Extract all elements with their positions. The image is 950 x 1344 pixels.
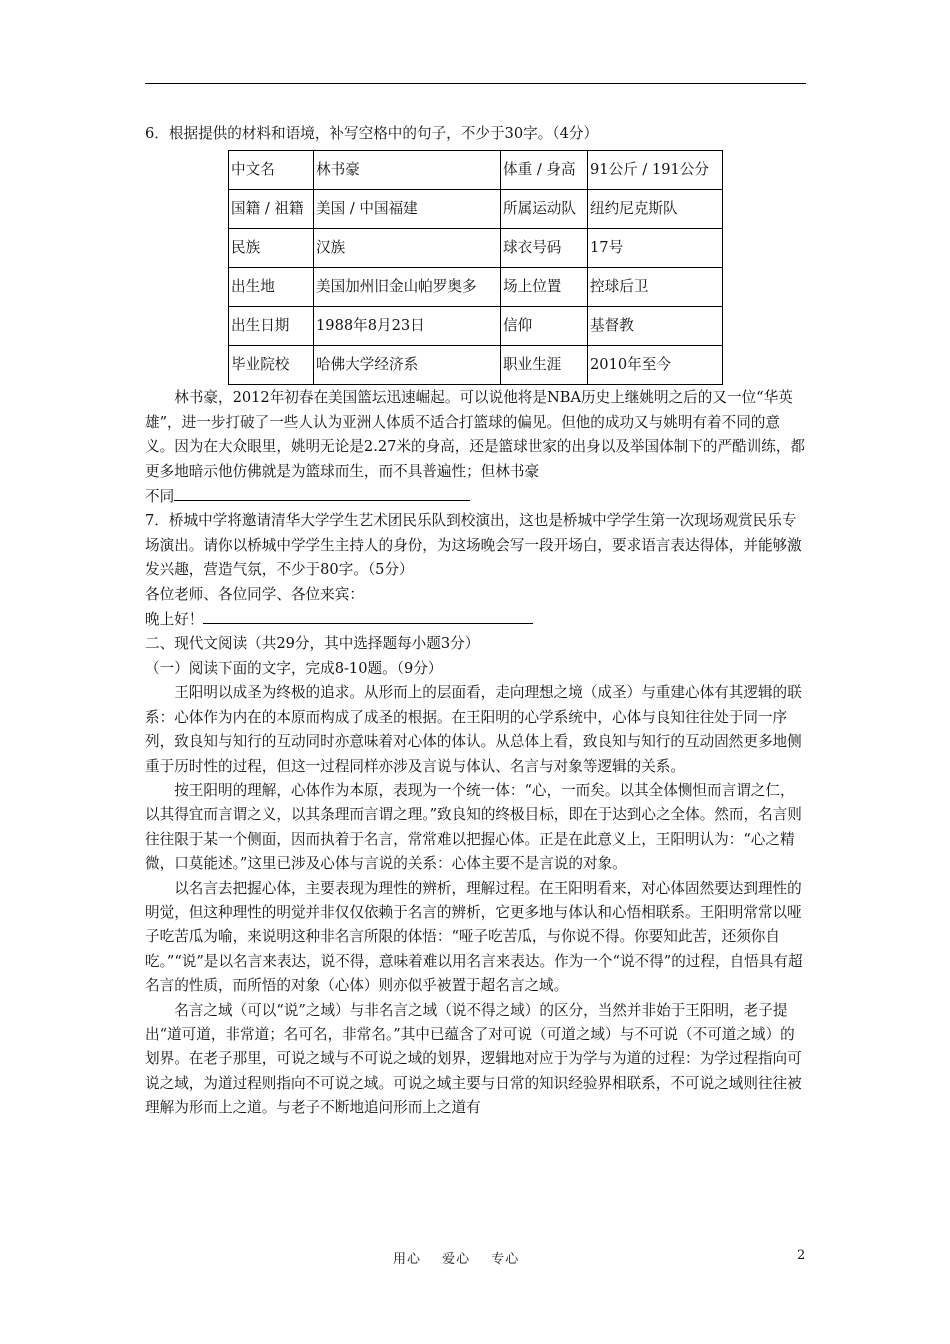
table-cell-field-label: 职业生涯 <box>501 346 588 385</box>
table-row <box>229 307 723 346</box>
answer-lead: 不同 <box>145 488 175 506</box>
table-cell-field-value: 汉族 <box>314 229 501 268</box>
reading-paragraph-4: 名言之域（可以“说”之域）与非名言之域（说不得之域）的区分，当然并非始于王阳明，老子提出“道可道，非常道；名可名，非常名。”其中已蕴含了对可说（可道之域）与不可说（不可道之域）的划界。在老子那里，可说之域与不可说之域的划界，逻辑地对应于为学与为道的过程：为学过程指向可说之域，为道过程则指向不可说之域。可说之域主要与日常的知识经验界相联系，不可说之域则往往被理解为形而上之道。与老子不断地追问形而上之道有 <box>145 1001 802 1117</box>
table-cell-field-label: 体重 / 身高 <box>501 151 588 190</box>
table-row <box>229 346 723 385</box>
table-row <box>229 190 723 229</box>
header-rule <box>145 83 806 84</box>
table-cell-field-label: 毕业院校 <box>229 346 314 385</box>
table-row <box>229 268 723 307</box>
table-cell-field-label: 所属运动队 <box>501 190 588 229</box>
greeting-line <box>145 607 806 632</box>
table-cell-field-label: 出生日期 <box>229 307 314 346</box>
table-cell-field-label: 球衣号码 <box>501 229 588 268</box>
section-heading: 二、现代文阅读（共29分，其中选择题每小题3分） <box>145 635 480 653</box>
table-cell-field-value: 美国 / 中国福建 <box>314 190 501 229</box>
table-cell-field-value: 1988年8月23日 <box>314 307 501 346</box>
table-cell-field-value: 2010年至今 <box>588 346 723 385</box>
table-cell-field-value: 17号 <box>588 229 723 268</box>
question-6-answer-line <box>145 484 806 509</box>
table-cell-field-label: 民族 <box>229 229 314 268</box>
table-cell-field-value: 基督教 <box>588 307 723 346</box>
answer-blank[interactable] <box>174 484 470 501</box>
footer-motto: 用心 爱心 专心 <box>393 1252 520 1267</box>
table-cell-field-value: 纽约尼克斯队 <box>588 190 723 229</box>
table-cell-field-value: 林书豪 <box>314 151 501 190</box>
question-6-passage: 林书豪，2012年初春在美国篮坛迅速崛起。可以说他将是NBA历史上继姚明之后的又一位“华英雄”，进一步打破了一些人认为亚洲人体质不适合打篮球的偏见。但他的成功又与姚明有着不同的意义。因为在大众眼里，姚明无论是2.27米的身高，还是篮球世家的出身以及举国体制下的严酷训练，都更多地暗示他仿佛就是为篮球而生，而不具普遍性；但林书豪 <box>145 389 806 480</box>
table-cell-field-label: 出生地 <box>229 268 314 307</box>
table-row <box>229 151 723 190</box>
reading-paragraph-2: 按王阳明的理解，心体作为本原，表现为一个统一体：“心，一而矣。以其全体恻怛而言谓之仁，以其得宜而言谓之义，以其条理而言谓之理。”致良知的终极目标，即在于达到心之全体。然而，名言则往往限于某一个侧面，因而执着于名言，常常难以把握心体。正是在此意义上，王阳明认为：“心之精微，口莫能述。”这里已涉及心体与言说的关系：心体主要不是言说的对象。 <box>145 781 802 873</box>
profile-table <box>228 150 723 385</box>
table-cell-field-value: 美国加州旧金山帕罗奥多 <box>314 268 501 307</box>
table-cell-field-value: 91公斤 / 191公分 <box>588 151 723 190</box>
table-cell-field-label: 场上位置 <box>501 268 588 307</box>
reading-paragraph-1: 王阳明以成圣为终极的追求。从形而上的层面看，走向理想之境（成圣）与重建心体有其逻辑的联系：心体作为内在的本原而构成了成圣的根据。在王阳明的心学系统中，心体与良知往往处于同一序列，致良知与知行的互动同时亦意味着对心体的体认。从总体上看，致良知与知行的互动固然更多地侧重于历时性的过程，但这一过程同样亦涉及言说与体认、名言与对象等逻辑的关系。 <box>145 684 802 775</box>
page-number: 2 <box>797 1248 806 1263</box>
table-row <box>229 229 723 268</box>
question-7-prompt: 7．桥城中学将邀请清华大学学生艺术团民乐队到校演出，这也是桥城中学学生第一次现场观赏民乐专场演出。请你以桥城中学学生主持人的身份，为这场晚会写一段开场白，要求语言表达得体，并能够激发兴趣，营造气氛，不少于80字。（5分） <box>145 512 802 579</box>
table-cell-field-label: 信仰 <box>501 307 588 346</box>
subsection-heading: （一）阅读下面的文字，完成8-10题。（9分） <box>145 659 443 677</box>
reading-paragraph-3: 以名言去把握心体，主要表现为理性的辨析，理解过程。在王阳明看来，对心体固然要达到理性的明觉，但这种理性的明觉并非仅仅依赖于名言的辨析，它更多地与体认和心悟相联系。王阳明常常以哑子吃苦瓜为喻，来说明这种非名言所限的体悟：“哑子吃苦瓜，与你说不得。你要知此苦，还须你自吃。”“说”是以名言来表达，说不得，意味着难以用名言来表达。作为一个“说不得”的过程，自悟具有超名言的性质，而所悟的对象（心体）则亦似乎被置于超名言之域。 <box>145 879 803 995</box>
greeting: 晚上好！ <box>145 611 204 629</box>
question-6-prompt: 6．根据提供的材料和语境，补写空格中的句子，不少于30字。（4分） <box>145 125 599 142</box>
table-cell-field-value: 哈佛大学经济系 <box>314 346 501 385</box>
page-content <box>145 122 806 1121</box>
salutation: 各位老师、各位同学、各位来宾： <box>145 585 364 603</box>
table-cell-field-label: 中文名 <box>229 151 314 190</box>
greeting-blank[interactable] <box>203 607 533 624</box>
table-cell-field-label: 国籍 / 祖籍 <box>229 190 314 229</box>
table-cell-field-value: 控球后卫 <box>588 268 723 307</box>
